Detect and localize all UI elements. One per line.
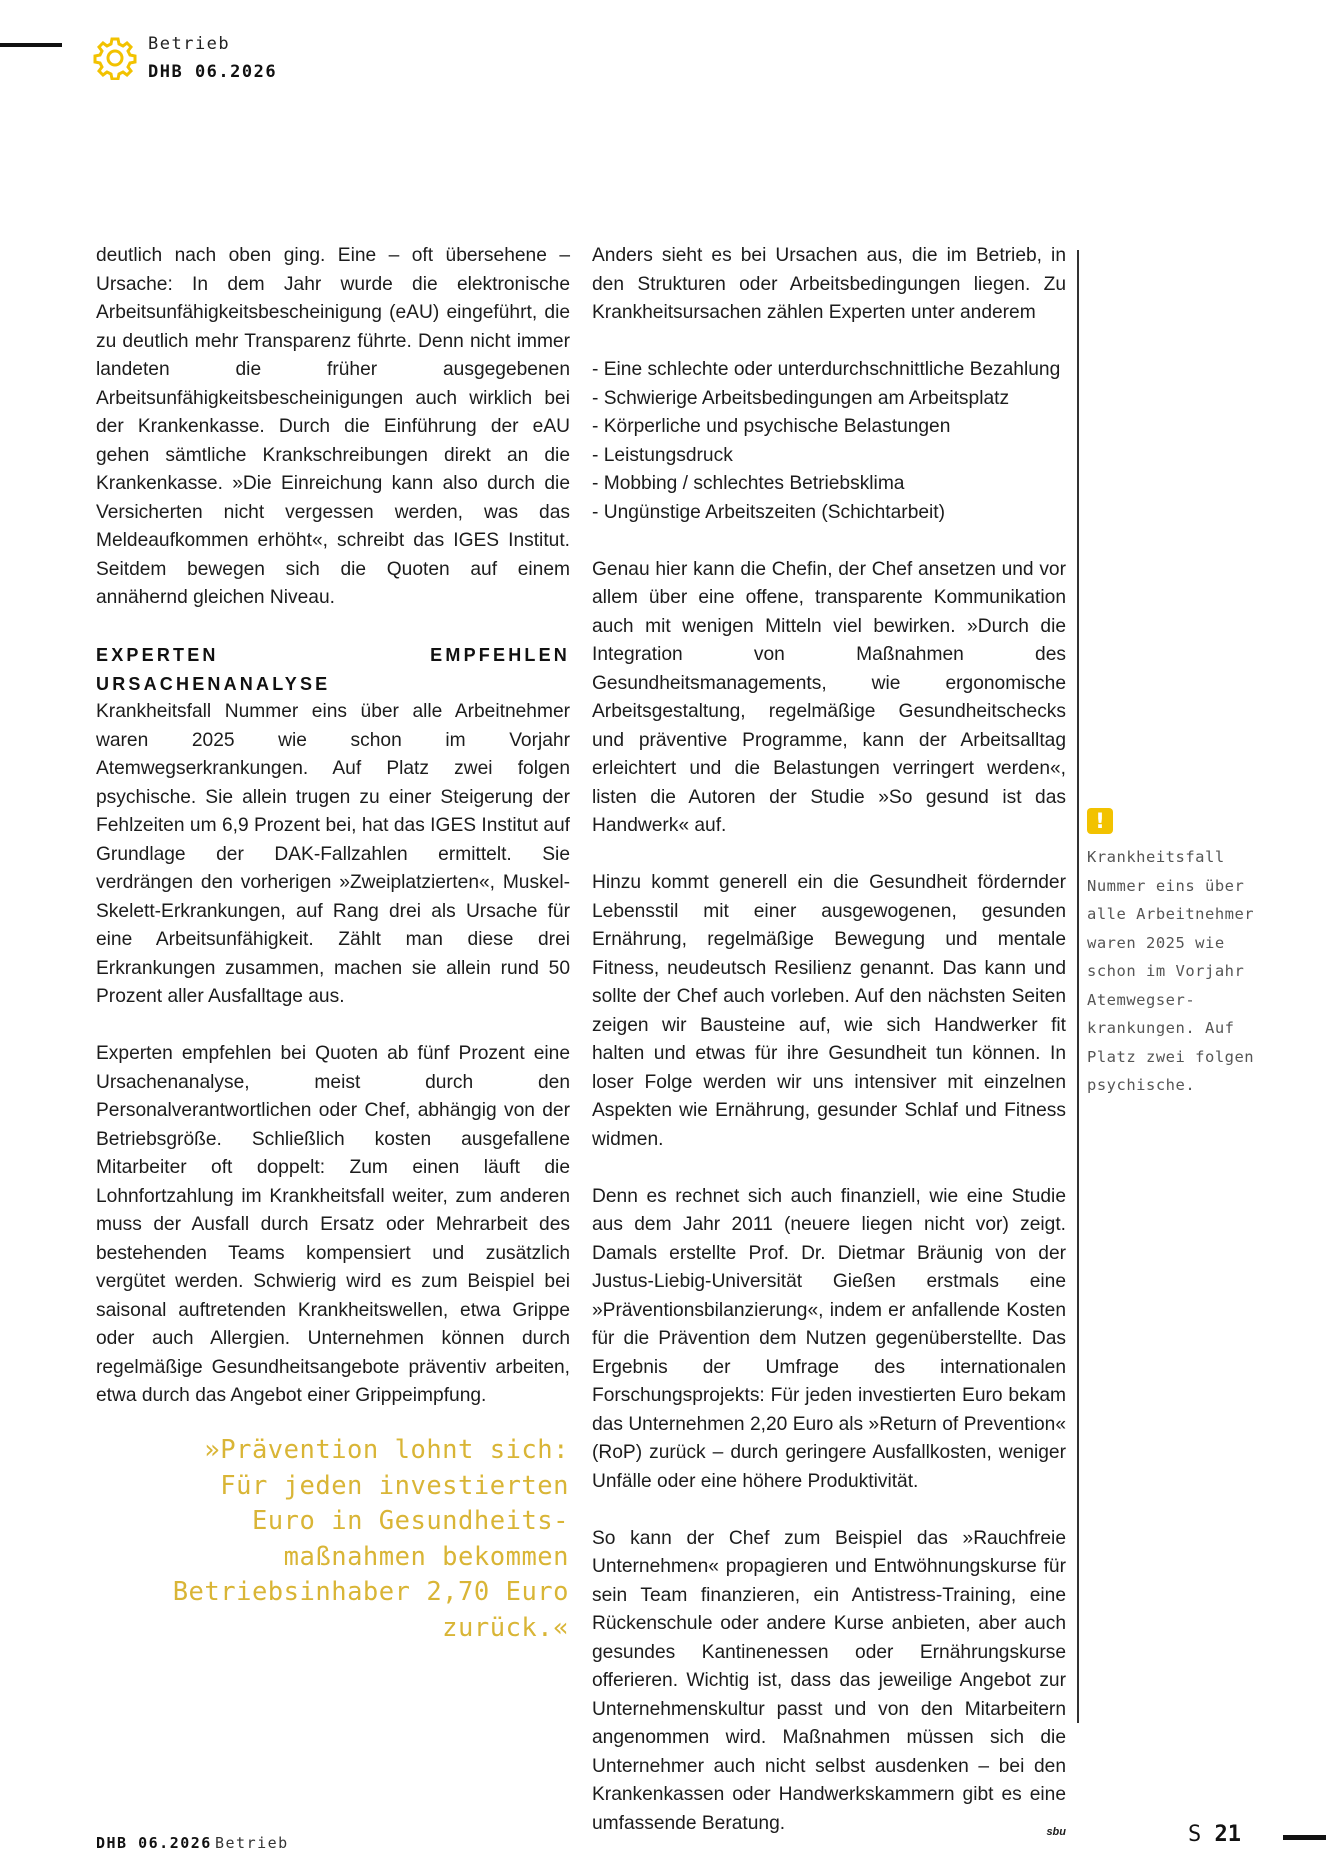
paragraph: Krankheitsfall Nummer eins über alle Arbeitnehmer waren 2025 wie schon im Vorjahr Atemwegserkrankungen. Auf Platz zwei folgen psychische. Sie allein trugen zu einer Steigerung der Fehlzeiten um 6,9 Prozent bei, hat das IGES Institut auf Grundlage der DAK-Fallzahlen ermittelt. Sie verdrängen den vorherigen »Zweiplatzierten«, Muskel-Skelett-Erkrankungen, auf Rang drei als Ursache für eine Arbeitsunfähigkeit. Zählt man diese drei Erkrankungen zusammen, machen sie allein rund 50 Prozent aller Ausfalltage aus. (96, 701, 570, 1007)
list-item: - Leistungsdruck (592, 442, 1066, 471)
author-signature: sbu (1046, 1825, 1066, 1838)
column-divider (1077, 250, 1079, 1723)
paragraph: Genau hier kann die Chefin, der Chef ansetzen und vor allem über eine offene, transparente Kommunikation auch mit wenigen Mitteln viel bewirken. »Durch die Integration von Maßnahmen des Gesundheitsmanagements, wie ergonomische Arbeitsgestaltung, regelmäßige Gesundheitschecks und präventive Programme, kann der Arbeitsalltag erleichtert und die Belastungen verringert werden«, listen die Autoren der Studie »So gesund ist das Handwerk« auf. (592, 558, 1066, 836)
footer-rule (1283, 1835, 1326, 1840)
list-item: - Eine schlechte oder unterdurchschnittliche Bezahlung (592, 356, 1066, 385)
middle-column (592, 242, 1066, 1846)
paragraph: Anders sieht es bei Ursachen aus, die im Betrieb, in den Strukturen oder Arbeitsbedingungen liegen. Zu Krankheitsursachen zählen Experten unter anderem (592, 245, 1066, 323)
sidebar-note: Krankheitsfall Nummer eins über alle Arbeitnehmer waren 2025 wie schon im Vorjahr Atemwegser- krankungen. Auf Platz zwei folgen psychische. (1087, 848, 1255, 1094)
gear-icon (93, 36, 137, 80)
paragraph: Denn es rechnet sich auch finanziell, wie eine Studie aus dem Jahr 2011 (neuere liegen nicht vor) zeigt. Damals erstellte Prof. Dr. Dietmar Bräunig von der Justus-Liebig-Universität Gießen erstmals eine »Präventionsbilanzierung«, indem er anfallende Kosten für die Prävention dem Nutzen gegenüberstellte. Das Ergebnis der Umfrage des internationalen Forschungsprojekts: Für jeden investierten Euro bekam das Unternehmen 2,20 Euro als »Return of Prevention« (RoP) zurück – durch geringere Ausfallkosten, weniger Unfälle oder eine höhere Produktivität. (592, 1185, 1066, 1492)
paragraph: Hinzu kommt generell ein die Gesundheit fördernder Lebensstil mit einer ausgewogenen, gesunden Ernährung, regelmäßige Bewegung und mentale Fitness, neudeutsch Resilienz genannt. Das kann und sollte der Chef auch vorleben. Auf den nächsten Seiten zeigen wir Bausteine auf, wie sich Handwerker fit halten und etwas für ihre Gesundheit tun können. In loser Folge werden wir uns intensiver mit einzelnen Aspekten wie Ernährung, gesunder Schlaf und Fitness widmen. (592, 872, 1066, 1150)
footer-issue: DHB 06.2026 (96, 1834, 212, 1852)
header-section: Betrieb (148, 34, 231, 54)
paragraph (592, 1525, 1066, 1839)
subheading: EXPERTEN EMPFEHLEN URSACHENANALYSE (96, 645, 570, 694)
page-number-value: 21 (1214, 1822, 1241, 1847)
paragraph-text: So kann der Chef zum Beispiel das »Rauchfreie Unternehmen« propagieren und Entwöhnungskurse für sein Team finanzieren, ein Antistress-Training, eine Rückenschule oder andere Kurse anbieten, aber auch gesundes Kantinenessen oder Ernährungskurse offerieren. Wichtig ist, dass das jeweilige Angebot zur Unternehmenskultur passt und von den Mitarbeitern angenommen wird. Maßnahmen müssen sich die Unternehmer auch nicht selbst ausdenken – bei den Krankenkassen oder Handwerkskammern gibt es eine umfassende Beratung. (592, 1527, 1066, 1834)
pull-quote: »Prävention lohnt sich: Für jeden investierten Euro in Gesundheits-maßnahmen bekommen Betriebsinhaber 2,70 Euro zurück.« (172, 1435, 569, 1643)
page-prefix: S (1188, 1822, 1202, 1847)
exclamation-icon: ! (1087, 808, 1113, 834)
header-rule (0, 43, 62, 47)
cause-list (592, 356, 1066, 527)
footer-section: Betrieb (215, 1834, 289, 1852)
list-item: - Ungünstige Arbeitszeiten (Schichtarbeit) (592, 499, 1066, 528)
paragraph: Experten empfehlen bei Quoten ab fünf Prozent eine Ursachenanalyse, meist durch den Personalverantwortlichen oder Chef, abhängig von der Betriebsgröße. Schließlich kosten ausgefallene Mitarbeiter oft doppelt: Zum einen läuft die Lohnfortzahlung im Krankheitsfall weiter, zum anderen muss der Ausfall durch Ersatz oder Mehrarbeit des bestehenden Teams kompensiert und zusätzlich vergütet werden. Schwierig wird es zum Beispiel bei saisonal auftretenden Krankheitswellen, etwa Grippe oder auch Allergien. Unternehmen können durch regelmäßige Gesundheitsangebote präventiv arbeiten, etwa durch das Angebot einer Grippeimpfung. (96, 1043, 570, 1406)
list-item: - Mobbing / schlechtes Betriebsklima (592, 470, 1066, 499)
header-issue: DHB 06.2026 (148, 62, 278, 82)
list-item: - Körperliche und psychische Belastungen (592, 413, 1066, 442)
list-item: - Schwierige Arbeitsbedingungen am Arbeitsplatz (592, 385, 1066, 414)
page-number (1188, 1822, 1241, 1847)
left-column (96, 242, 570, 1411)
paragraph: deutlich nach oben ging. Eine – oft übersehene – Ursache: In dem Jahr wurde die elektronische Arbeitsunfähigkeitsbescheinigung (eAU) eingeführt, die zu deutlich mehr Transparenz führte. Denn nicht immer landeten die früher ausgegebenen Arbeitsunfähigkeitsbescheinigungen auch wirklich bei der Krankenkasse. Durch die Einführung der eAU gehen sämtliche Krankschreibungen direkt an die Krankenkasse. »Die Einreichung kann also durch die Versicherten nicht vergessen werden, was das Meldeaufkommen erhöht«, schreibt das IGES Institut. Seitdem bewegen sich die Quoten auf einem annähernd gleichen Niveau. (96, 245, 570, 608)
